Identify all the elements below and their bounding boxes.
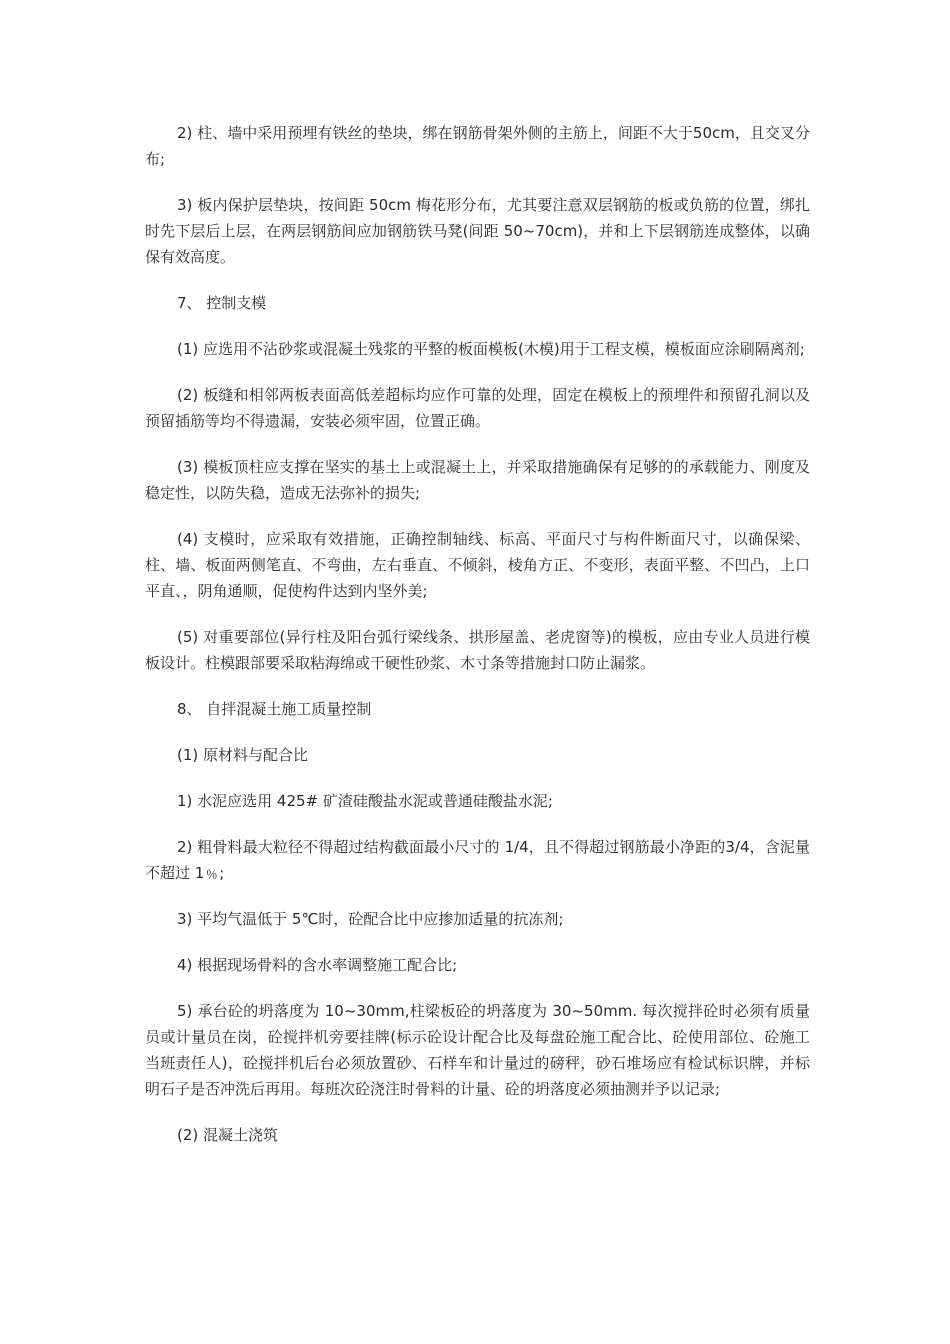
paragraph-formwork-5: (5) 对重要部位(异行柱及阳台弧行梁线条、拱形屋盖、老虎窗等)的模板，应由专业人员进行模板设计。柱模跟部要采取粘海绵或干硬性砂浆、木寸条等措施封口防止漏浆。 bbox=[145, 628, 810, 672]
paragraph-spacer-pad-2: 2) 柱、墙中采用预埋有铁丝的垫块，绑在钢筋骨架外侧的主筋上，间距不大于50cm，且交叉分布; bbox=[145, 124, 810, 168]
paragraph-formwork-4: (4) 支模时，应采取有效措施，正确控制轴线、标高、平面尺寸与构件断面尺寸，以确保梁、柱、墙、板面两侧笔直、不弯曲，左右垂直、不倾斜，棱角方正、不变形，表面平整、不凹凸，上口平直、，阴角通顺，促使构件达到内坚外美; bbox=[145, 530, 810, 600]
paragraph-concrete-5: 5) 承台砼的坍落度为 10~30mm,柱梁板砼的坍落度为 30~50mm. 每次搅拌砼时必须有质量员或计量员在岗，砼搅拌机旁要挂牌(标示砼设计配合比及每盘砼施工配合比、砼使用部位、砼施工当班责任人)，砼搅拌机后台必须放置砂、石样车和计量过的磅秤，砂石堆场应有检试标识牌，并标明石子是否冲洗后再用。每班次砼浇注时骨料的计量、砼的坍落度必须抽测并予以记录; bbox=[145, 1002, 810, 1098]
section-heading-7: 7、 控制支模 bbox=[177, 294, 267, 312]
section-heading-8: 8、 自拌混凝土施工质量控制 bbox=[177, 700, 372, 718]
paragraph-spacer-pad-3: 3) 板内保护层垫块，按间距 50cm 梅花形分布，尤其要注意双层钢筋的板或负筋的位置，绑扎时先下层后上层，在两层钢筋间应加钢筋铁马凳(间距 50~70cm)，并和上下层钢筋连成整体，以确保有效高度。 bbox=[145, 196, 810, 266]
paragraph-concrete-2: 2) 粗骨料最大粒径不得超过结构截面最小尺寸的 1/4，且不得超过钢筋最小净距的3/4，含泥量不超过 1﹪; bbox=[145, 838, 810, 882]
subheading-pouring: (2) 混凝土浇筑 bbox=[177, 1126, 279, 1144]
paragraph-formwork-1: (1) 应选用不沾砂浆或混凝土残浆的平整的板面模板(木模)用于工程支模，模板面应涂刷隔离剂; bbox=[177, 340, 805, 358]
subheading-materials: (1) 原材料与配合比 bbox=[177, 746, 309, 764]
paragraph-formwork-3: (3) 模板顶柱应支撑在坚实的基土上或混凝土上，并采取措施确保有足够的的承载能力、刚度及稳定性，以防失稳，造成无法弥补的损失; bbox=[145, 458, 810, 502]
paragraph-formwork-2: (2) 板缝和相邻两板表面高低差超标均应作可靠的处理，固定在模板上的预埋件和预留孔洞以及预留插筋等均不得遗漏，安装必须牢固，位置正确。 bbox=[145, 386, 810, 430]
document-page bbox=[145, 120, 810, 1168]
paragraph-concrete-1: 1) 水泥应选用 425# 矿渣硅酸盐水泥或普通硅酸盐水泥; bbox=[177, 792, 553, 810]
paragraph-concrete-3: 3) 平均气温低于 5℃时，砼配合比中应掺加适量的抗冻剂; bbox=[177, 910, 564, 928]
paragraph-concrete-4: 4) 根据现场骨料的含水率调整施工配合比; bbox=[177, 956, 458, 974]
